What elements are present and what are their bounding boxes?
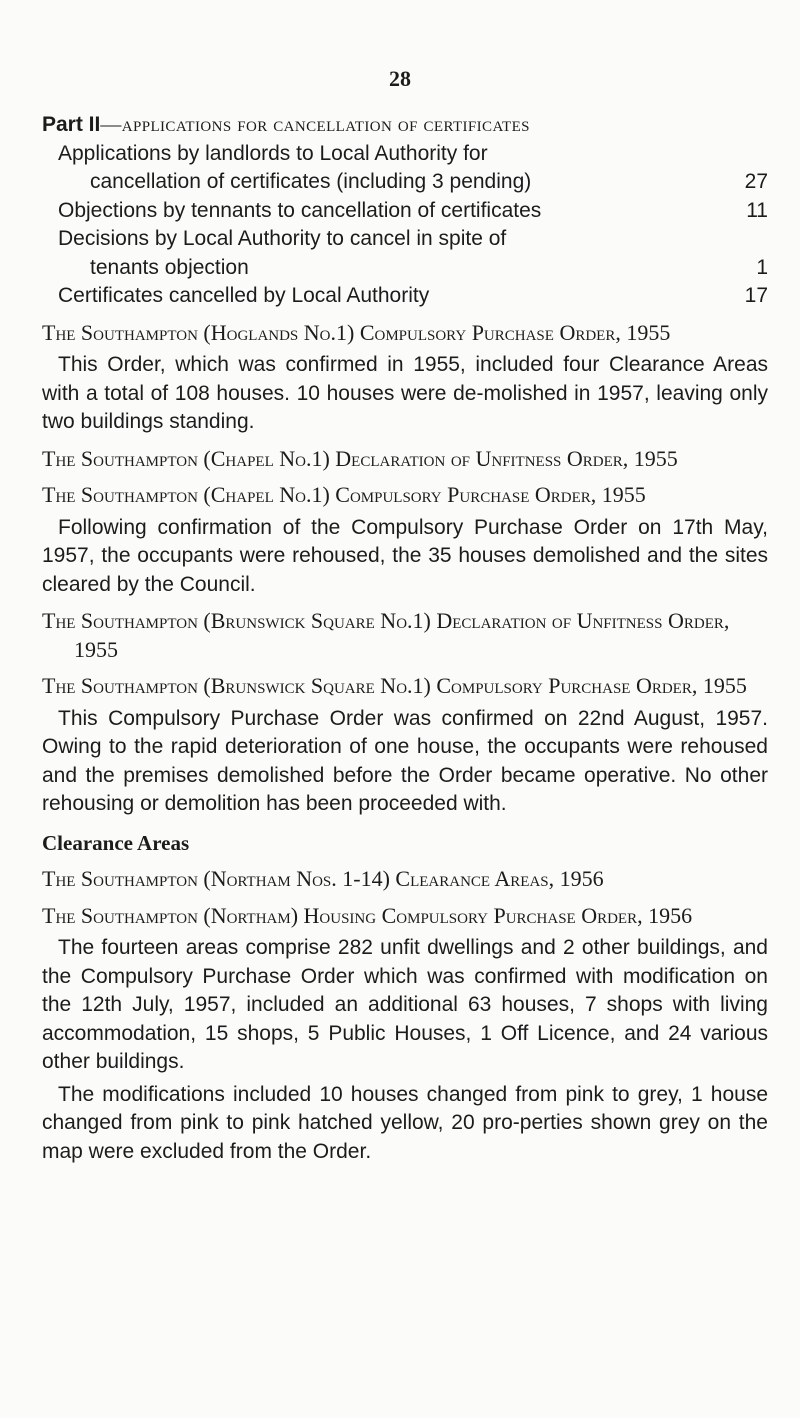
row-value <box>728 140 768 169</box>
row-text: Applications by landlords to Local Authority for <box>58 141 488 165</box>
row-value: 11 <box>746 198 768 222</box>
section-heading: The Southampton (Northam) Housing Compulsory Purchase Order, 1956 <box>42 902 693 928</box>
table-row <box>42 197 768 226</box>
section-paragraph: This Compulsory Purchase Order was confirmed on 22nd August, 1957. Owing to the rapid deterioration of one house, the occupants were rehoused and the premises demolished before the Order became operative. No other rehousing or demolition has been proceeded with. <box>42 706 768 815</box>
row-text: Decisions by Local Authority to cancel in spite of <box>58 227 507 250</box>
section-heading: The Southampton (Chapel No.1) Declaration of Unfitness Order, 1955 <box>42 445 678 471</box>
part-label: Part II <box>42 113 101 136</box>
row-text: tenants objection <box>90 255 249 279</box>
row-text: cancellation of certificates (including 3 pending) <box>90 170 532 193</box>
row-value <box>728 225 768 254</box>
section-heading: The Southampton (Brunswick Square No.1) Compulsory Purchase Order, 1955 <box>42 673 747 698</box>
page-number: 28 <box>389 66 411 91</box>
row-value: 1 <box>756 255 768 279</box>
section-paragraph: Following confirmation of the Compulsory Purchase Order on 17th May, 1957, the occupants were rehoused, the 35 houses demolished and the sites cleared by the Council. <box>42 515 768 596</box>
section-heading: The Southampton (Brunswick Square No.1) Declaration of Unfitness Order, 1955 <box>42 608 730 662</box>
row-value: 17 <box>744 284 768 307</box>
table-row <box>42 225 768 254</box>
table-row <box>42 254 768 283</box>
section-paragraph: This Order, which was confirmed in 1955, included four Clearance Areas with a total of 108 houses. 10 houses were de-molished in 1957, leaving only two buildings standing. <box>42 353 768 433</box>
section-heading: The Southampton (Northam Nos. 1-14) Clearance Areas, 1956 <box>42 866 604 891</box>
certificates-table <box>42 140 768 311</box>
table-row <box>42 168 768 197</box>
row-text: Objections by tennants to cancellation of certificates <box>58 198 542 222</box>
row-text: Certificates cancelled by Local Authority <box>58 284 430 307</box>
section-heading: The Southampton (Hoglands No.1) Compulsory Purchase Order, 1955 <box>42 319 671 345</box>
part-heading <box>42 110 768 140</box>
table-row <box>42 282 768 311</box>
clearance-areas-title: Clearance Areas <box>42 830 190 855</box>
page-content <box>42 110 768 1166</box>
section-paragraph: The modifications included 10 houses changed from pink to grey, 1 house changed from pink to pink hatched yellow, 20 pro-perties shown grey on the map were excluded from the Order. <box>42 1082 768 1163</box>
table-row <box>42 140 768 169</box>
section-paragraph: The fourteen areas comprise 282 unfit dwellings and 2 other buildings, and the Compulsory Purchase Order which was confirmed with modification on the 12th July, 1957, included an additional 63 houses, 7 shops with living accommodation, 15 shops, 5 Public Houses, 1 Off Licence, and 24 various other buildings. <box>42 936 768 1073</box>
section-heading: The Southampton (Chapel No.1) Compulsory Purchase Order, 1955 <box>42 482 646 507</box>
row-value: 27 <box>744 170 768 193</box>
part-title: —applications for cancellation of certificates <box>100 112 530 136</box>
